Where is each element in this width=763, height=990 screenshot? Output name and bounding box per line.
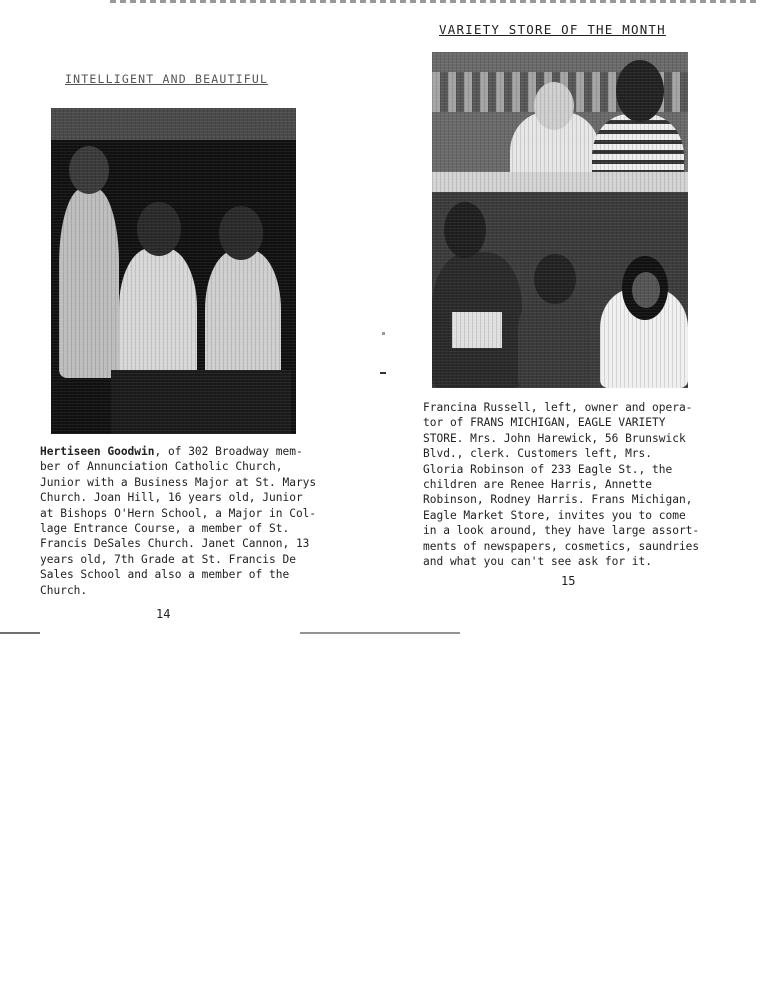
children-customers-photo — [432, 192, 688, 388]
caption-lead-name: Hertiseen Goodwin — [40, 445, 155, 458]
bottom-scan-rule — [0, 632, 470, 634]
gutter-mark — [380, 372, 386, 374]
left-photo-caption — [40, 444, 360, 598]
group-photo-three-girls — [51, 108, 296, 434]
right-photo-caption: Francina Russell, left, owner and opera- tor of FRANS MICHIGAN, EAGLE VARIETY STORE. Mrs. John Harewick, 56 Brunswick Blvd., clerk. Customers left, Mrs. Gloria Robinson of 233 Eagle St., the children are Renee Harris, Annette Robinson, Rodney Harris. Frans Michigan, Eagle Market Store, invites you to come in a look around, they have large assort- ments of newspapers, cosmetics, saundries and what you can't see ask for it. — [423, 401, 700, 569]
gutter-mark — [382, 332, 385, 335]
left-page-title: INTELLIGENT AND BEAUTIFUL — [65, 72, 269, 86]
page-number-right: 15 — [561, 574, 576, 588]
left-page — [0, 0, 381, 640]
right-page-title: VARIETY STORE OF THE MONTH — [439, 22, 666, 37]
right-page — [381, 0, 763, 640]
page-number-left: 14 — [156, 607, 171, 621]
caption-body: , of 302 Broadway mem- ber of Annunciation Catholic Church, Junior with a Business Major at St. Marys Church. Joan Hill, 16 years old, Junior at Bishops O'Hern School, a Major in Col- lage Entrance Course, a member of St. Francis DeSales Church. Janet Cannon, 13 years old, 7th Grade at St. Francis De Sales School and also a member of the Church. — [40, 445, 317, 597]
